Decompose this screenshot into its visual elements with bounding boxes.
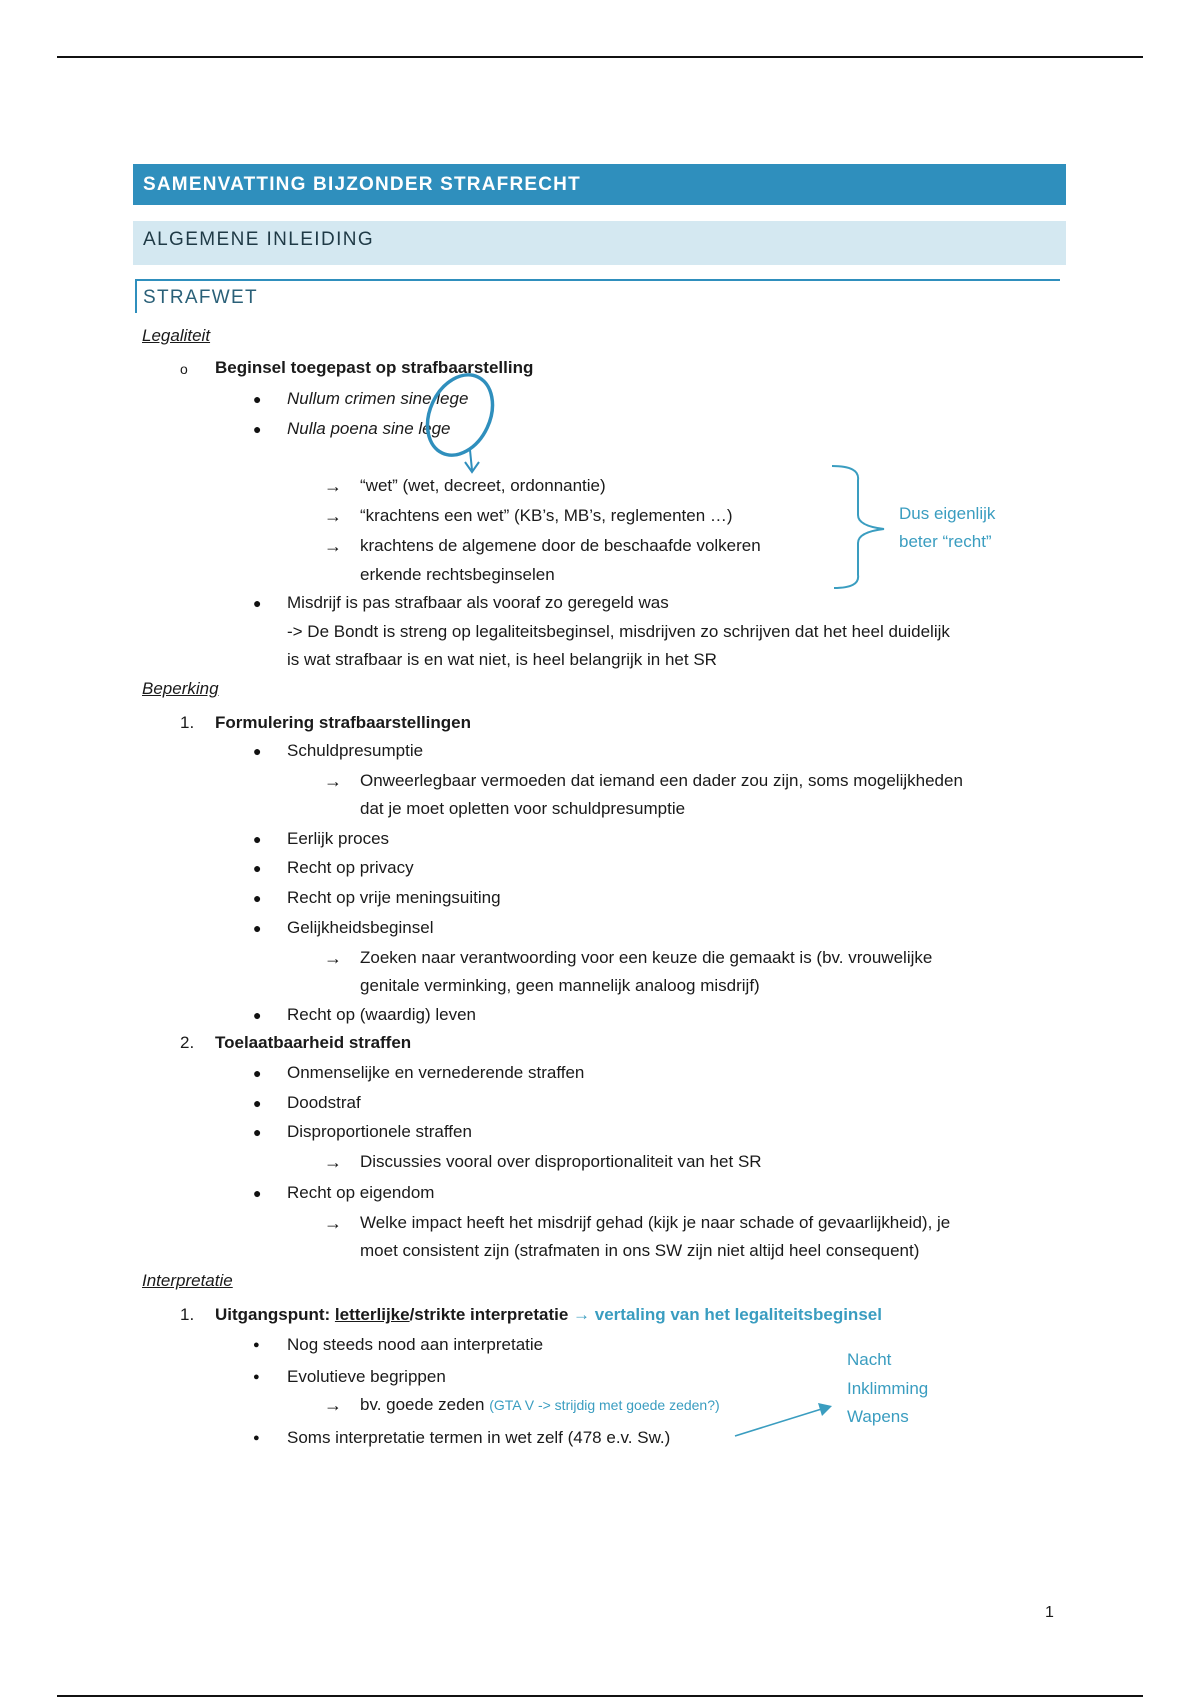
bullet: ●	[253, 595, 262, 611]
item-privacy: Recht op privacy	[287, 858, 414, 877]
arrow-zoeken-1: Zoeken naar verantwoording voor een keuze die gemaakt is (bv. vrouwelijke	[360, 948, 933, 967]
bullet: ●	[253, 1124, 262, 1140]
point-toelaatbaarheid: Toelaatbaarheid straffen	[215, 1033, 412, 1052]
label-beperking: Beperking	[142, 679, 219, 698]
arrow-onweerlegbaar-2: dat je moet opletten voor schuldpresumptie	[360, 799, 686, 818]
number-2: 2.	[180, 1033, 195, 1052]
number-1: 1.	[180, 1305, 195, 1324]
item-soms-interpretatie: Soms interpretatie termen in wet zelf (478 e.v. Sw.)	[287, 1428, 671, 1447]
bullet: ●	[253, 391, 262, 407]
item-doodstraf: Doodstraf	[287, 1093, 361, 1112]
bullet: ●	[253, 1007, 262, 1023]
note-gta: (GTA V -> strijdig met goede zeden?)	[489, 1397, 720, 1413]
item-bondt-line1: -> De Bondt is streng op legaliteitsbeginsel, misdrijven zo schrijven dat het heel duidelijk	[287, 622, 950, 641]
item-recht-leven: Recht op (waardig) leven	[287, 1005, 476, 1024]
circle-bullet: o	[180, 361, 188, 377]
item-schuldpresumptie: Schuldpresumptie	[287, 741, 424, 760]
bullet: ●	[253, 421, 262, 437]
subsection-heading: STRAFWET	[135, 279, 1060, 313]
handwritten-note-nacht: Nacht	[847, 1350, 892, 1369]
handwritten-brace-annotation	[832, 466, 884, 588]
handwritten-note-wapens: Wapens	[847, 1407, 909, 1426]
arrow-goede-zeden: bv. goede zeden (GTA V -> strijdig met goede zeden?)	[360, 1395, 720, 1414]
item-onmenselijk: Onmenselijke en vernederende straffen	[287, 1063, 585, 1082]
arrow-icon: →	[324, 506, 342, 526]
arrow-icon: →	[324, 536, 342, 556]
item-gelijkheid: Gelijkheidsbeginsel	[287, 918, 434, 937]
arrow-impact-2: moet consistent zijn (strafmaten in ons SW zijn niet altijd heel consequent)	[360, 1241, 920, 1260]
item-misdrijf: Misdrijf is pas strafbaar als vooraf zo geregeld was	[287, 593, 669, 612]
item-evolutieve-begrippen: Evolutieve begrippen	[287, 1367, 446, 1386]
top-rule	[57, 56, 1143, 58]
label-interpretatie: Interpretatie	[142, 1271, 233, 1290]
item-nulla-poena: Nulla poena sine lege	[287, 419, 451, 438]
arrow-item-algemene-cont: erkende rechtsbeginselen	[360, 565, 555, 584]
handwritten-note-recht-1: Dus eigenlijk	[899, 504, 996, 523]
arrow-impact-1: Welke impact heeft het misdrijf gehad (kijk je naar schade of gevaarlijkheid), je	[360, 1213, 951, 1232]
arrow-item-wet: “wet” (wet, decreet, ordonnantie)	[360, 476, 606, 495]
page-number: 1	[1045, 1604, 1054, 1621]
arrow-item-algemene: krachtens de algemene door de beschaafde volkeren	[360, 536, 761, 555]
underlined-letterlijke: letterlijke	[334, 1305, 410, 1324]
item-nood-interpretatie: Nog steeds nood aan interpretatie	[287, 1335, 544, 1354]
handwritten-note-inklimming: Inklimming	[847, 1379, 929, 1398]
bullet: ●	[253, 1339, 260, 1351]
bottom-rule	[57, 1695, 1143, 1697]
bullet: ●	[253, 860, 262, 876]
bullet: ●	[253, 1371, 260, 1383]
bullet: ●	[253, 890, 262, 906]
bullet: ●	[253, 743, 262, 759]
arrow-icon: →	[324, 1395, 342, 1415]
arrow-icon: →	[324, 948, 342, 968]
handwritten-note-recht-2: beter “recht”	[899, 532, 992, 551]
bullet: ●	[253, 920, 262, 936]
arrow-icon: →	[324, 476, 342, 496]
number-1: 1.	[180, 713, 195, 732]
handwritten-circle-annotation	[415, 364, 505, 465]
arrow-onweerlegbaar-1: Onweerlegbaar vermoeden dat iemand een dader zou zijn, soms mogelijkheden	[360, 771, 963, 790]
handwritten-side-arrow	[735, 1407, 828, 1436]
section-heading: ALGEMENE INLEIDING	[133, 221, 1066, 265]
item-bondt-line2: is wat strafbaar is en wat niet, is heel belangrijk in het SR	[287, 650, 717, 669]
point-formulering: Formulering strafbaarstellingen	[215, 713, 471, 732]
arrow-icon: →	[324, 1152, 342, 1172]
item-disproportioneel: Disproportionele straffen	[287, 1122, 472, 1141]
document-title: SAMENVATTING BIJZONDER STRAFRECHT	[133, 164, 1066, 205]
bullet: ●	[253, 1432, 260, 1444]
item-nullum-crimen: Nullum crimen sine lege	[287, 389, 469, 408]
arrow-icon: →	[324, 771, 342, 791]
label-legaliteit: Legaliteit	[142, 326, 211, 345]
bullet: ●	[253, 1065, 262, 1081]
arrow-zoeken-2: genitale verminking, geen mannelijk analoog misdrijf)	[360, 976, 760, 995]
bullet: ●	[253, 1185, 262, 1201]
bullet: ●	[253, 1095, 262, 1111]
point-beginsel: Beginsel toegepast op strafbaarstelling	[215, 358, 534, 377]
note-vertaling: → vertaling van het legaliteitsbeginsel	[573, 1305, 882, 1324]
item-eigendom: Recht op eigendom	[287, 1183, 435, 1202]
arrow-item-krachtens-wet: “krachtens een wet” (KB’s, MB’s, reglementen …)	[360, 506, 733, 525]
handwritten-down-arrow	[465, 450, 479, 472]
arrow-discussies: Discussies vooral over disproportionaliteit van het SR	[360, 1152, 762, 1171]
item-eerlijk-proces: Eerlijk proces	[287, 829, 390, 848]
bullet: ●	[253, 831, 262, 847]
point-uitgangspunt: Uitgangspunt: letterlijke/strikte interpretatie → vertaling van het legaliteitsbeginsel	[215, 1305, 882, 1324]
arrow-icon: →	[324, 1213, 342, 1233]
item-meningsuiting: Recht op vrije meningsuiting	[287, 888, 501, 907]
